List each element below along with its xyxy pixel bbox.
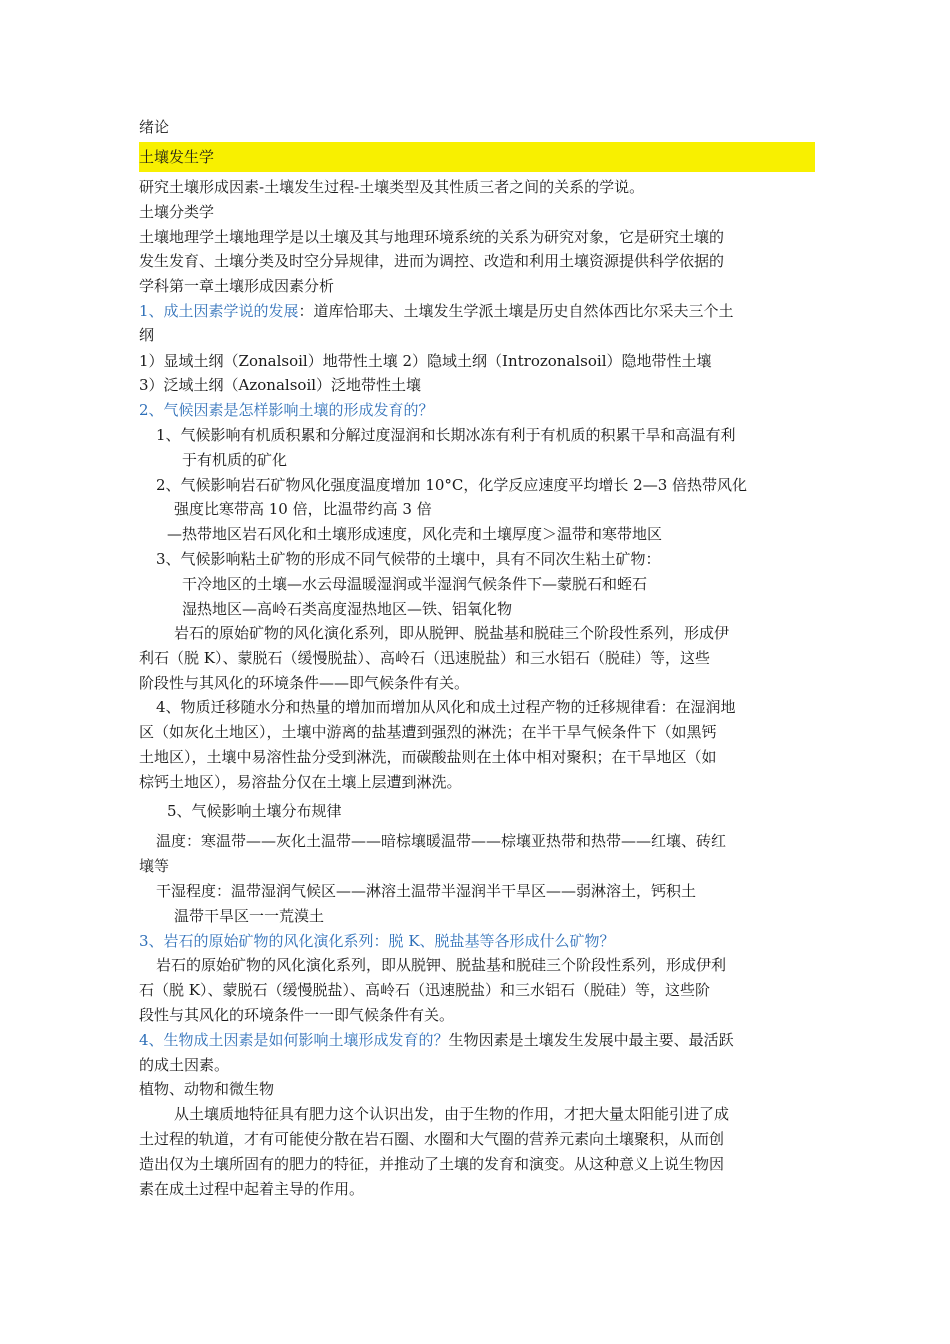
climate-point-1-line-1: 1、气候影响有机质积累和分解过度湿润和长期冰冻有利于有机质的积累干旱和高温有利 [156, 426, 736, 444]
question-3-answer-line-2: 石（脱 K）、蒙脱石（缓慢脱盐）、高岭石（迅速脱盐）和三水铝石（脱硅）等，这些阶 [139, 981, 710, 999]
question-1-title: 1、成土因素学说的发展 [139, 302, 299, 320]
climate-point-5: 5、气候影响土壤分布规律 [167, 802, 342, 820]
question-4-line-1 [139, 1028, 815, 1053]
question-2-title: 2、气候因素是怎样影响土壤的形成发育的？ [139, 401, 434, 419]
weathering-paragraph-line-2: 利石（脱 K）、蒙脱石（缓慢脱盐）、高岭石（迅速脱盐）和三水铝石（脱硅）等，这些 [139, 649, 710, 667]
question-4-number: 4、 [139, 1031, 164, 1049]
climate-point-3-line-3: 湿热地区—高岭石类高度湿热地区—铁、铝氧化物 [182, 600, 513, 618]
temperature-zones-line-1: 温度：寒温带——灰化土温带——暗棕壤暖温带——棕壤亚热带和热带——红壤、砖红 [156, 832, 727, 850]
climate-point-3-line-1: 3、气候影响粘土矿物的形成不同气候带的土壤中，具有不同次生粘土矿物： [156, 550, 661, 568]
question-3-title: 3、岩石的原始矿物的风化演化系列：脱 K、脱盐基等各形成什么矿物？ [139, 932, 615, 950]
climate-point-4-line-3: 土地区），土壤中易溶性盐分受到淋洗，而碳酸盐则在土体中相对聚积；在干旱地区（如 [139, 748, 717, 766]
temperature-zones-line-2: 壤等 [139, 857, 170, 875]
question-3-answer-line-1: 岩石的原始矿物的风化演化系列，即从脱钾、脱盐基和脱硅三个阶段性系列，形成伊利 [156, 956, 727, 974]
biology-paragraph-line-1: 从土壤质地特征具有肥力这个认识出发，由于生物的作用，才把大量太阳能引进了成 [174, 1105, 730, 1123]
question-4-title: 生物成土因素是如何影响土壤形成发育的？ [163, 1031, 449, 1049]
moisture-zones-line-1: 干湿程度：温带湿润气候区——淋溶土温带半湿润半干旱区——弱淋溶土，钙积土 [156, 882, 697, 900]
biology-paragraph-line-4: 素在成土过程中起着主导的作用。 [139, 1180, 365, 1198]
soil-order-azonal: 3）泛域土纲（Azonalsoil）泛地带性土壤 [139, 376, 422, 394]
soil-order-zonal: 1）显域土纲（Zonalsoil）地带性土壤 2）隐域土纲（Introzonalsoil）隐地带性土壤 [139, 352, 712, 370]
climate-point-3-line-2: 干冷地区的土壤—水云母温暖湿润或半湿润气候条件下—蒙脱石和蛭石 [182, 575, 648, 593]
moisture-zones-line-2: 温带干旱区一一荒漠土 [174, 907, 325, 925]
question-1-line-2: 纲 [139, 326, 155, 344]
paragraph-geography-line-1: 土壤地理学土壤地理学是以土壤及其与地理环境系统的关系为研究对象，它是研究土壤的 [139, 228, 725, 246]
heading-organisms: 植物、动物和微生物 [139, 1080, 275, 1098]
climate-point-1-line-2: 于有机质的矿化 [182, 451, 288, 469]
climate-point-2-line-3: —热带地区岩石风化和土壤形成速度，风化壳和土壤厚度＞温带和寒带地区 [167, 525, 663, 543]
weathering-paragraph-line-1: 岩石的原始矿物的风化演化系列，即从脱钾、脱盐基和脱硅三个阶段性系列，形成伊 [174, 624, 730, 642]
question-1-answer: ：道库恰耶夫、土壤发生学派土壤是历史自然体西比尔采夫三个土 [298, 302, 734, 320]
heading-soil-taxonomy: 土壤分类学 [139, 203, 215, 221]
paragraph-geography-line-2: 发生发育、土壤分类及时空分异规律，进而为调控、改造和利用土壤资源提供科学依据的 [139, 252, 725, 270]
paragraph-geography-line-3: 学科第一章土壤形成因素分析 [139, 277, 335, 295]
paragraph-genesis-definition: 研究土壤形成因素-土壤发生过程-土壤类型及其性质三者之间的关系的学说。 [139, 178, 645, 196]
heading-soil-genesis: 土壤发生学 [139, 142, 815, 172]
biology-paragraph-line-3: 造出仅为土壤所固有的肥力的特征，并推动了土壤的发育和演变。从这种意义上说生物因 [139, 1155, 725, 1173]
question-4-line-2: 的成土因素。 [139, 1056, 230, 1074]
title-introduction: 绪论 [139, 118, 170, 136]
question-4-answer: 生物因素是土壤发生发展中最主要、最活跃 [448, 1031, 734, 1049]
climate-point-4-line-4: 棕钙土地区），易溶盐分仅在土壤上层遭到淋洗。 [139, 773, 462, 791]
weathering-paragraph-line-3: 阶段性与其风化的环境条件——即气候条件有关。 [139, 674, 470, 692]
climate-point-4-line-1: 4、物质迁移随水分和热量的增加而增加从风化和成土过程产物的迁移规律看：在湿润地 [156, 698, 736, 716]
question-1-line-1 [139, 299, 815, 324]
biology-paragraph-line-2: 土过程的轨道，才有可能使分散在岩石圈、水圈和大气圈的营养元素向土壤聚积，从而创 [139, 1130, 725, 1148]
question-3-answer-line-3: 段性与其风化的环境条件一一即气候条件有关。 [139, 1006, 455, 1024]
climate-point-2-line-2: 强度比寒带高 10 倍，比温带约高 3 倍 [174, 500, 432, 518]
climate-point-2-line-1: 2、气候影响岩石矿物风化强度温度增加 10°C，化学反应速度平均增长 2—3 倍热带风化 [156, 476, 748, 494]
climate-point-4-line-2: 区（如灰化土地区），土壤中游离的盐基遭到强烈的淋洗；在半干旱气候条件下（如黑钙 [139, 723, 717, 741]
